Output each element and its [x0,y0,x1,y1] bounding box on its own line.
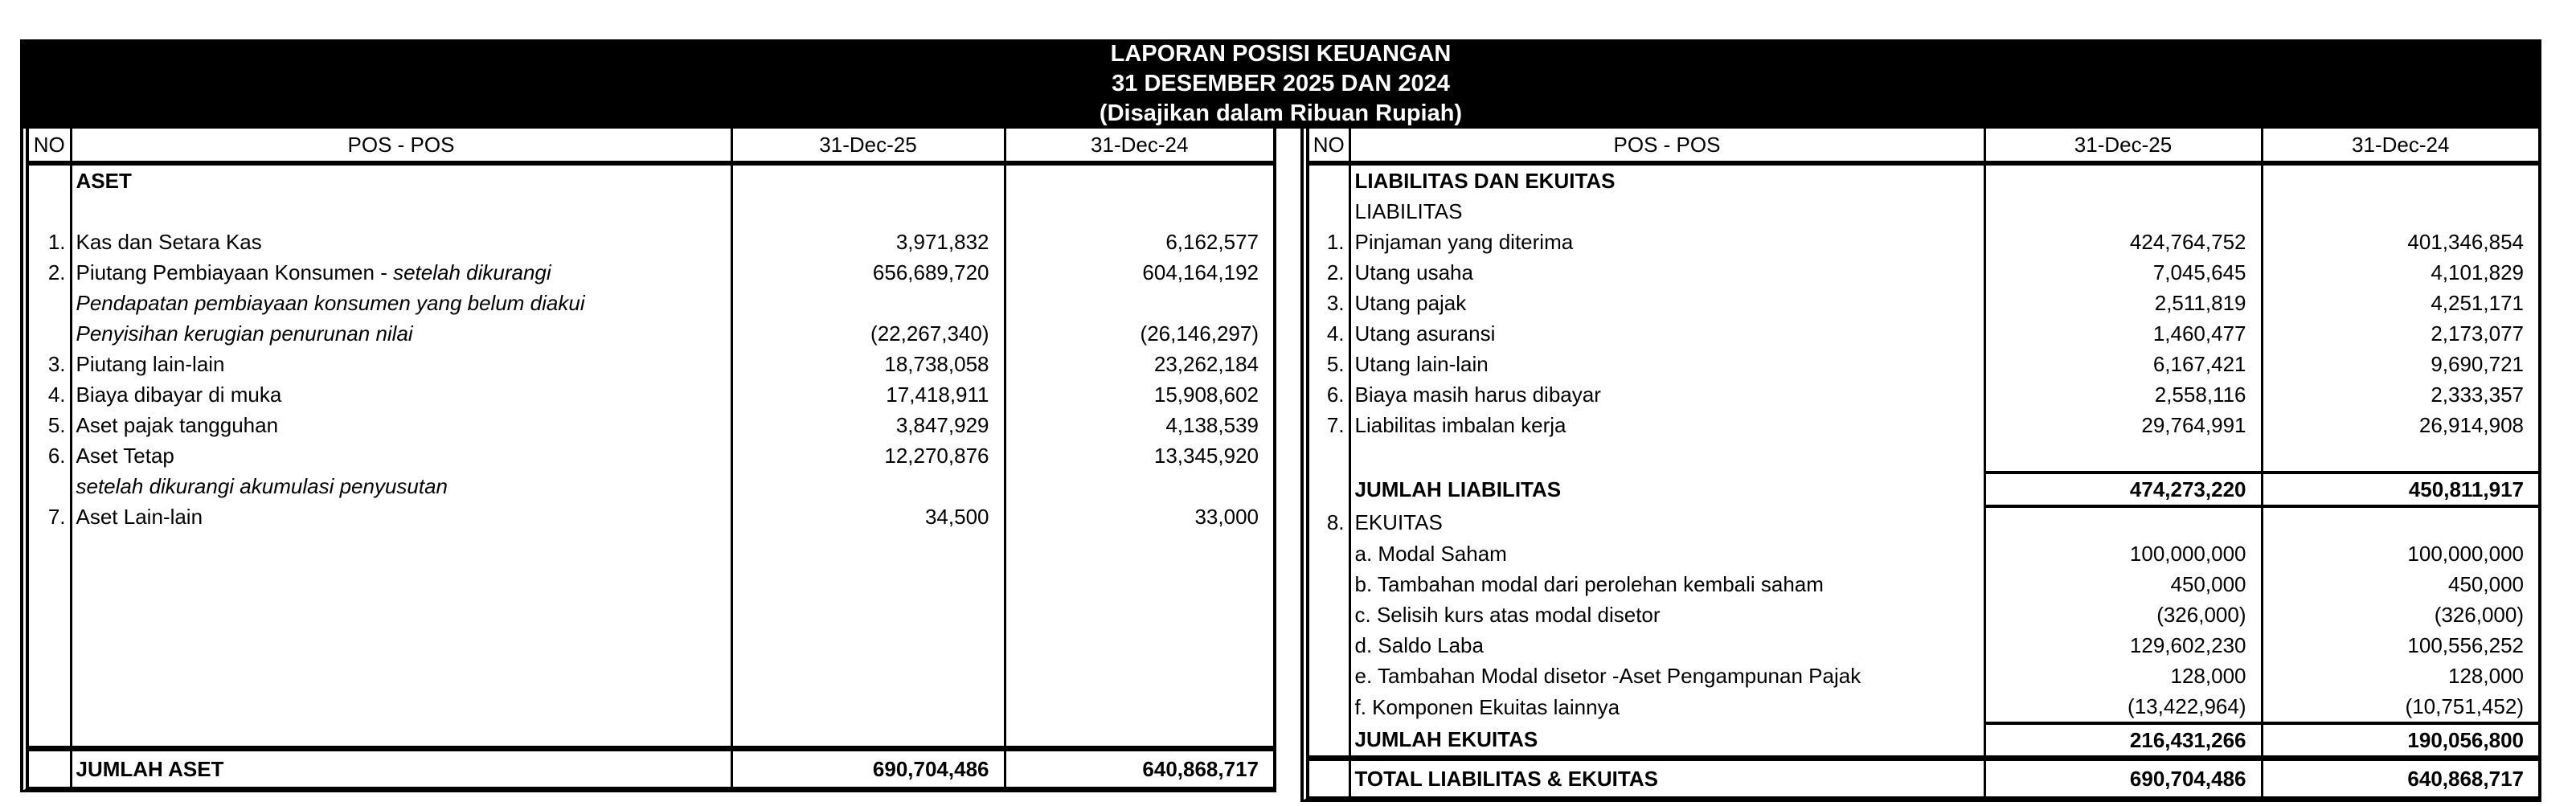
table-row [29,257,1273,288]
pos-cell [71,593,731,624]
value-2025-cell: (326,000) [1984,599,2262,630]
pos-label: b. Tambahan modal dari perolehan kembali saham [1354,571,1824,596]
liabilities-equity-table-wrapper [1300,129,2541,802]
row-number-cell [29,654,71,685]
table-row [1309,569,2538,599]
pos-label: d. Saldo Laba [1354,632,1484,657]
pos-label: Utang lain-lain [1354,351,1489,376]
value-2024-cell [2262,506,2538,538]
table-row [1309,506,2538,538]
pos-cell [1349,538,1984,569]
col-header-date-2025: 31-Dec-25 [1984,129,2262,163]
pos-cell [1349,630,1984,661]
pos-cell [1349,506,1984,538]
value-2024-cell: 100,000,000 [2262,538,2538,569]
pos-cell [71,624,731,654]
table-row [1309,163,2538,196]
row-number-cell [1309,759,1349,797]
col-header-date-2024: 31-Dec-24 [2262,129,2538,163]
value-2025-cell: 100,000,000 [1984,538,2262,569]
pos-label-italic: setelah dikurangi [393,260,551,284]
value-2024-cell [1005,685,1273,715]
pos-label: TOTAL LIABILITAS & EKUITAS [1354,766,1658,791]
pos-label: ASET [76,168,132,193]
row-number-cell [29,685,71,715]
pos-cell [71,563,731,593]
table-row [1309,440,2538,473]
value-2025-cell: 17,418,911 [731,379,1005,410]
value-2025-cell: 3,971,832 [731,227,1005,257]
col-header-no: NO [29,129,71,163]
table-row [1309,723,2538,759]
value-2025-cell [1984,506,2262,538]
value-2024-cell [2262,163,2538,196]
pos-label: Utang usaha [1354,260,1473,284]
value-2025-cell: 29,764,991 [1984,410,2262,440]
pos-label: Penyisihan kerugian penurunan nilai [76,321,413,346]
value-2024-cell: 26,914,908 [2262,410,2538,440]
value-2025-cell: 7,045,645 [1984,257,2262,288]
pos-cell [71,288,731,318]
value-2024-cell: 401,346,854 [2262,227,2538,257]
table-row [1309,410,2538,440]
row-number-cell: 7. [1326,412,1345,437]
value-2025-cell: 450,000 [1984,569,2262,599]
value-2025-cell: 128,000 [1984,661,2262,691]
row-number-cell: 4. [1326,321,1345,346]
row-number-cell: 2. [47,260,66,284]
row-number-cell: 4. [47,382,66,407]
table-row [29,715,1273,749]
value-2024-cell: 640,868,717 [1005,749,1273,788]
pos-label: JUMLAH ASET [76,756,224,781]
row-number-cell [1309,538,1349,569]
row-number-cell [1309,163,1349,196]
row-number-cell: 8. [1326,509,1345,534]
pos-cell [71,227,731,257]
value-2025-cell: 12,270,876 [731,440,1005,471]
row-number-cell: 1. [47,229,66,254]
value-2025-cell: 6,167,421 [1984,349,2262,379]
value-2024-cell [1005,163,1273,196]
pos-label: Liabilitas imbalan kerja [1354,412,1566,437]
table-row [1309,318,2538,349]
report-title: LAPORAN POSISI KEUANGAN [1110,41,1452,67]
pos-label: EKUITAS [1354,509,1443,534]
report-period: 31 DESEMBER 2025 DAN 2024 [1112,71,1450,96]
table-row [29,410,1273,440]
value-2024-cell: 100,556,252 [2262,630,2538,661]
table-row [1309,599,2538,630]
row-number-cell: 6. [47,443,66,468]
table-row [1309,227,2538,257]
pos-cell [1349,661,1984,691]
pos-label: Aset Tetap [76,443,174,468]
pos-label: e. Tambahan Modal disetor -Aset Pengampunan Pajak [1354,663,1861,688]
row-number-cell [29,471,71,501]
row-number-cell: 3. [1326,290,1345,315]
value-2024-cell: 4,138,539 [1005,410,1273,440]
row-number-cell [29,749,71,788]
pos-cell [71,685,731,715]
value-2024-cell: 6,162,577 [1005,227,1273,257]
pos-cell [71,318,731,349]
value-2025-cell: (22,267,340) [731,318,1005,349]
pos-cell [1349,288,1984,318]
value-2025-cell [731,471,1005,501]
assets-table-wrapper [20,129,1276,792]
pos-label: Utang asuransi [1354,321,1496,346]
value-2024-cell [1005,196,1273,227]
row-number-cell: 6. [1326,382,1345,407]
table-row [29,379,1273,410]
value-2024-cell [2262,440,2538,473]
pos-label: Biaya masih harus dibayar [1354,382,1601,407]
table-row [1309,630,2538,661]
pos-label: Kas dan Setara Kas [76,229,262,254]
value-2024-cell: (326,000) [2262,599,2538,630]
pos-cell [1349,440,1984,473]
value-2025-cell [731,163,1005,196]
value-2024-cell [1005,593,1273,624]
value-2025-cell [1984,196,2262,227]
pos-label: setelah dikurangi akumulasi penyusutan [76,473,448,498]
table-row [29,624,1273,654]
value-2024-cell [1005,563,1273,593]
row-number-cell [29,288,71,318]
pos-cell [71,654,731,685]
report-unit-note: (Disajikan dalam Ribuan Rupiah) [1099,100,1463,126]
assets-table [29,129,1273,787]
value-2025-cell [731,196,1005,227]
row-number-cell [29,532,71,563]
table-row [29,163,1273,196]
table-row [29,749,1273,788]
value-2024-cell: 9,690,721 [2262,349,2538,379]
value-2025-cell [1984,163,2262,196]
liabilities-equity-table [1309,129,2538,796]
value-2024-cell: 640,868,717 [2262,759,2538,797]
value-2024-cell: 450,000 [2262,569,2538,599]
row-number-cell [29,624,71,654]
row-number-cell: 5. [47,412,66,437]
row-number-cell [1309,473,1349,506]
pos-cell [71,715,731,749]
row-number-cell [1309,723,1349,759]
value-2024-cell [1005,532,1273,563]
value-2024-cell: 450,811,917 [2262,473,2538,506]
table-row [29,471,1273,501]
table-row [29,227,1273,257]
pos-label: Pendapatan pembiayaan konsumen yang belum diakui [76,290,585,315]
value-2024-cell: 15,908,602 [1005,379,1273,410]
row-number-cell [29,593,71,624]
value-2024-cell: 2,333,357 [2262,379,2538,410]
table-row [29,593,1273,624]
pos-label: c. Selisih kurs atas modal disetor [1354,602,1661,627]
table-row [1309,759,2538,797]
pos-label: Biaya dibayar di muka [76,382,282,407]
pos-cell [1349,569,1984,599]
value-2025-cell: 1,460,477 [1984,318,2262,349]
value-2024-cell [1005,624,1273,654]
value-2025-cell: 129,602,230 [1984,630,2262,661]
pos-cell [1349,410,1984,440]
table-row [29,288,1273,318]
assets-rows [29,163,1273,787]
col-header-pos: POS - POS [71,129,731,163]
row-number-cell [29,318,71,349]
table-row [1309,288,2538,318]
value-2024-cell: 4,251,171 [2262,288,2538,318]
row-number-cell [1309,630,1349,661]
value-2024-cell: 4,101,829 [2262,257,2538,288]
value-2024-cell [2262,196,2538,227]
value-2024-cell [1005,654,1273,685]
table-row [1309,379,2538,410]
pos-cell [71,257,731,288]
table-row [29,349,1273,379]
value-2025-cell: (13,422,964) [1984,691,2262,723]
value-2024-cell [1005,471,1273,501]
value-2024-cell: 190,056,800 [2262,723,2538,759]
value-2025-cell [731,654,1005,685]
pos-cell [1349,163,1984,196]
pos-label: Piutang Pembiayaan Konsumen - [76,260,394,284]
pos-label: LIABILITAS DAN EKUITAS [1354,168,1616,193]
value-2025-cell: 216,431,266 [1984,723,2262,759]
report-title-banner [20,39,2541,129]
value-2025-cell: 34,500 [731,501,1005,532]
pos-cell [1349,227,1984,257]
pos-cell [1349,349,1984,379]
pos-cell [1349,196,1984,227]
value-2024-cell: 23,262,184 [1005,349,1273,379]
pos-cell [1349,473,1984,506]
col-header-pos: POS - POS [1349,129,1984,163]
pos-cell [71,501,731,532]
row-number-cell [1309,196,1349,227]
value-2025-cell: 2,511,819 [1984,288,2262,318]
row-number-cell [29,196,71,227]
pos-label: Piutang lain-lain [76,351,225,376]
value-2025-cell: 474,273,220 [1984,473,2262,506]
pos-cell [1349,379,1984,410]
row-number-cell [1309,440,1349,473]
liabilities-equity-rows [1309,163,2538,796]
value-2025-cell [731,624,1005,654]
value-2024-cell: 128,000 [2262,661,2538,691]
row-number-cell [29,163,71,196]
value-2024-cell: 13,345,920 [1005,440,1273,471]
pos-cell [71,440,731,471]
table-row [1309,196,2538,227]
table-row [29,501,1273,532]
table-row [29,440,1273,471]
table-row [1309,473,2538,506]
value-2025-cell: 2,558,116 [1984,379,2262,410]
table-row [1309,349,2538,379]
table-row [1309,691,2538,723]
table-row [29,532,1273,563]
value-2025-cell: 18,738,058 [731,349,1005,379]
pos-cell [71,379,731,410]
row-number-cell: 7. [47,504,66,529]
row-number-cell [1309,569,1349,599]
pos-cell [71,196,731,227]
row-number-cell [29,715,71,749]
row-number-cell: 3. [47,351,66,376]
pos-cell [1349,691,1984,723]
pos-cell [1349,257,1984,288]
col-header-date-2024: 31-Dec-24 [1005,129,1273,163]
col-header-no: NO [1309,129,1349,163]
value-2024-cell [1005,715,1273,749]
header-row [29,129,1273,163]
pos-cell [1349,759,1984,797]
table-row [1309,661,2538,691]
pos-label: Utang pajak [1354,290,1467,315]
value-2024-cell: 2,173,077 [2262,318,2538,349]
col-header-date-2025: 31-Dec-25 [731,129,1005,163]
value-2025-cell [1984,440,2262,473]
row-number-cell: 2. [1326,260,1345,284]
row-number-cell: 5. [1326,351,1345,376]
value-2025-cell [731,685,1005,715]
table-row [29,654,1273,685]
value-2025-cell: 3,847,929 [731,410,1005,440]
value-2025-cell [731,715,1005,749]
pos-cell [1349,723,1984,759]
value-2025-cell: 656,689,720 [731,257,1005,288]
value-2024-cell: (26,146,297) [1005,318,1273,349]
value-2025-cell: 690,704,486 [731,749,1005,788]
pos-label: LIABILITAS [1354,198,1463,223]
header-row [1309,129,2538,163]
value-2025-cell [731,563,1005,593]
pos-cell [71,471,731,501]
pos-cell [71,163,731,196]
pos-cell [1349,318,1984,349]
value-2025-cell: 424,764,752 [1984,227,2262,257]
value-2024-cell: 33,000 [1005,501,1273,532]
pos-label: Aset pajak tangguhan [76,412,279,437]
pos-label: JUMLAH EKUITAS [1354,726,1538,751]
table-row [29,685,1273,715]
row-number-cell [1309,599,1349,630]
table-row [1309,257,2538,288]
table-row [29,563,1273,593]
pos-cell [71,532,731,563]
pos-cell [71,410,731,440]
row-number-cell: 1. [1326,229,1345,254]
row-number-cell [1309,691,1349,723]
row-number-cell [29,563,71,593]
value-2025-cell: 690,704,486 [1984,759,2262,797]
value-2024-cell [1005,288,1273,318]
row-number-cell [1309,661,1349,691]
value-2024-cell: 604,164,192 [1005,257,1273,288]
pos-label: f. Komponen Ekuitas lainnya [1354,694,1620,719]
value-2025-cell [731,532,1005,563]
table-row [29,196,1273,227]
pos-cell [1349,599,1984,630]
value-2024-cell: (10,751,452) [2262,691,2538,723]
pos-label: a. Modal Saham [1354,541,1507,566]
pos-label: Pinjaman yang diterima [1354,229,1574,254]
table-row [29,318,1273,349]
value-2025-cell [731,288,1005,318]
pos-cell [71,749,731,788]
pos-label: JUMLAH LIABILITAS [1354,477,1562,501]
value-2025-cell [731,593,1005,624]
pos-cell [71,349,731,379]
pos-label: Aset Lain-lain [76,504,203,529]
table-row [1309,538,2538,569]
